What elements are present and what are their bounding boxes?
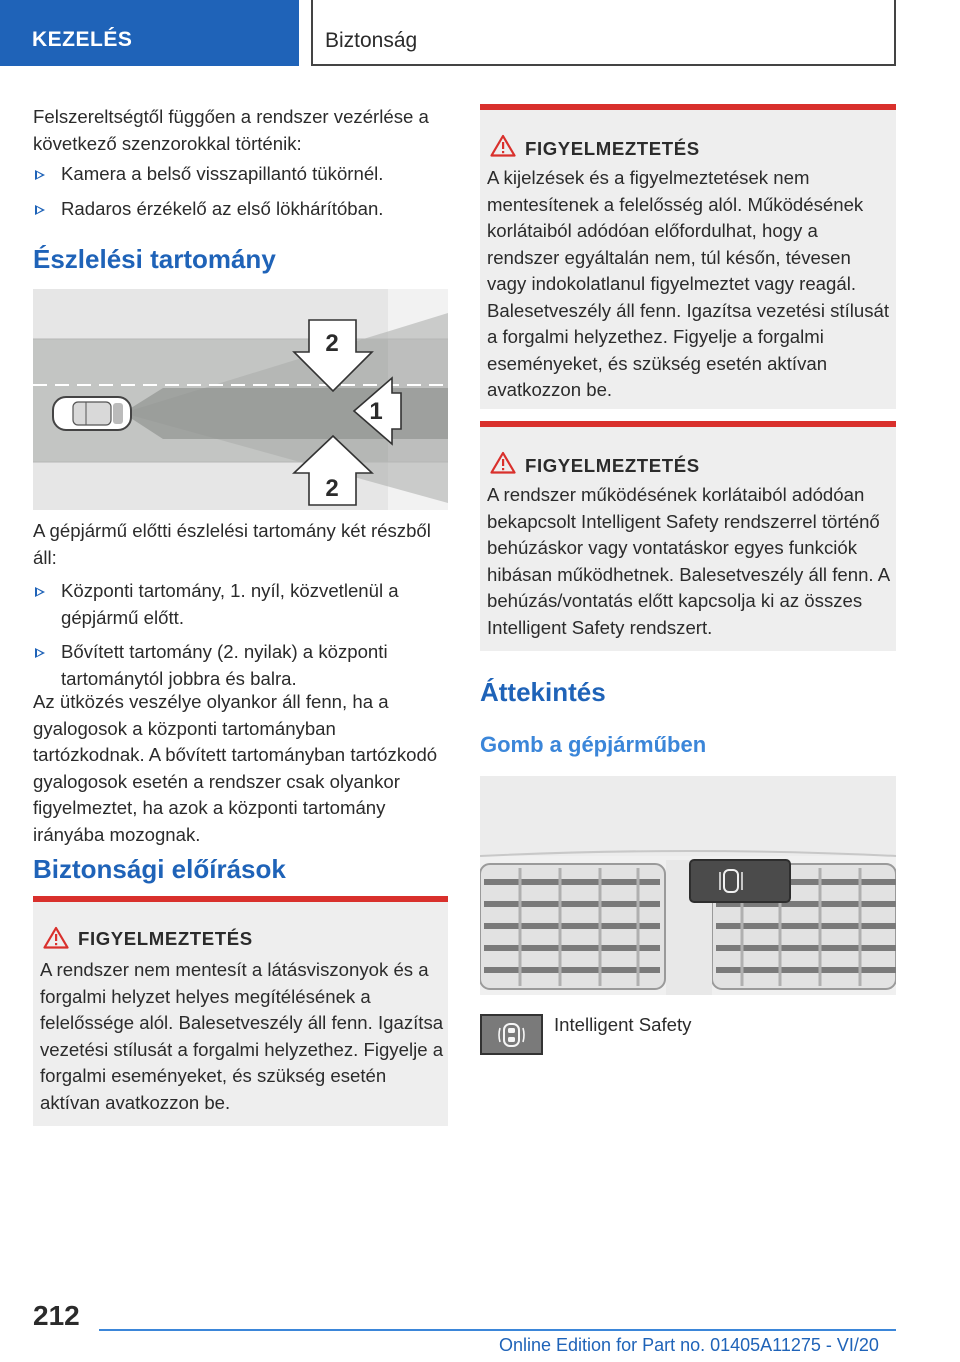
intro-text: Felszereltségtől függően a rendszer vezérlése a következő szenzorokkal történik: — [33, 106, 429, 154]
heading-detection-range: Észlelési tartomány — [33, 244, 276, 274]
warning-triangle-icon — [490, 134, 516, 157]
warning-title: FIGYELMEZTETÉS — [525, 455, 700, 476]
list-item: Bővített tartomány (2. nyilak) a központi tartománytól jobbra és balra. — [33, 639, 448, 692]
triangle-bullet-icon — [35, 205, 45, 215]
warning-text: A kijelzések és a figyelmeztetések nem mentesítenek a felelősség alól. Működésének korlátaiból adódóan előfordulhat, hogy a rendszer egyáltalán nem, túl későn, tévesen vagy indokolatlanul figyelmeztet vagy reagál. Balesetveszély áll fenn. Igazítsa vezetési stílusát a forgalmi helyzethez. Figyelje a forgalmi eseményeket, és szükség esetén aktívan avatkozzon be. — [487, 167, 890, 400]
section-tab — [0, 0, 299, 66]
list-item: Központi tartomány, 1. nyíl, közvetlenül a gépjármű előtt. — [33, 578, 448, 631]
heading-safety: Biztonsági előírások — [33, 854, 286, 884]
range-list — [33, 578, 448, 692]
footer-divider — [99, 1329, 896, 1331]
collision-text: Az ütközés veszélye olyankor áll fenn, ha a gyalogosok a központi tartományban tartózkodnak. A bővített tartományban tartózkodó gyalogosok esetén a rendszer csak olyankor figyelmeztet, ha azok a központi tartomány irányába mozognak. — [33, 691, 438, 845]
arrow-label: 2 — [325, 475, 339, 502]
chapter-header — [311, 0, 896, 66]
subheading-button: Gomb a gépjárműben — [480, 732, 707, 757]
warning-box — [480, 421, 896, 651]
warning-text: A rendszer működésének korlátaiból adódóan bekapcsolt Intelligent Safety rendszerrel történő behúzáskor vagy vontatáskor egyes funkciók hibásan működhetnek. Balesetveszély áll fenn. A behúzás/vontatás előtt kapcsolja ki az összes Intelligent Safety rendszert. — [487, 484, 890, 638]
list-item: Radaros érzékelő az első lökhárítóban. — [33, 196, 448, 223]
chapter-title: Biztonság — [325, 29, 418, 52]
warning-box — [480, 104, 896, 409]
warning-text: A rendszer nem mentesít a látásviszonyok és a forgalmi helyzet helyes megítélésének a felelőssége alól. Balesetveszély áll fenn. Igazítsa vezetési stílusát a forgalmi helyzethez. Figyelje a forgalmi eseményeket, és szükség esetén aktívan avatkozzon be. — [40, 959, 444, 1113]
range-intro-text: A gépjármű előtti észlelési tartomány két részből áll: — [33, 520, 431, 568]
warning-title: FIGYELMEZTETÉS — [525, 138, 700, 159]
edition-info: Online Edition for Part no. 01405A11275 - VI/20 — [499, 1335, 879, 1355]
sensor-list — [33, 161, 448, 222]
heading-overview: Áttekintés — [480, 677, 606, 707]
car-icon — [53, 397, 131, 430]
triangle-bullet-icon — [35, 587, 45, 597]
button-location-photo — [480, 776, 896, 995]
intelligent-safety-icon — [482, 1016, 541, 1053]
triangle-bullet-icon — [35, 170, 45, 180]
intelligent-safety-button[interactable] — [480, 1014, 543, 1055]
page-number: 212 — [33, 1300, 80, 1331]
detection-range-diagram — [33, 289, 448, 510]
warning-triangle-icon — [43, 926, 69, 949]
triangle-bullet-icon — [35, 648, 45, 658]
arrow-label: 1 — [369, 398, 383, 425]
button-caption: Intelligent Safety — [554, 1014, 692, 1035]
warning-box — [33, 896, 448, 1126]
list-item: Kamera a belső visszapillantó tükörnél. — [33, 161, 448, 188]
section-title: KEZELÉS — [32, 28, 133, 51]
warning-title: FIGYELMEZTETÉS — [78, 928, 253, 949]
warning-triangle-icon — [490, 451, 516, 474]
arrow-label: 2 — [325, 330, 339, 357]
